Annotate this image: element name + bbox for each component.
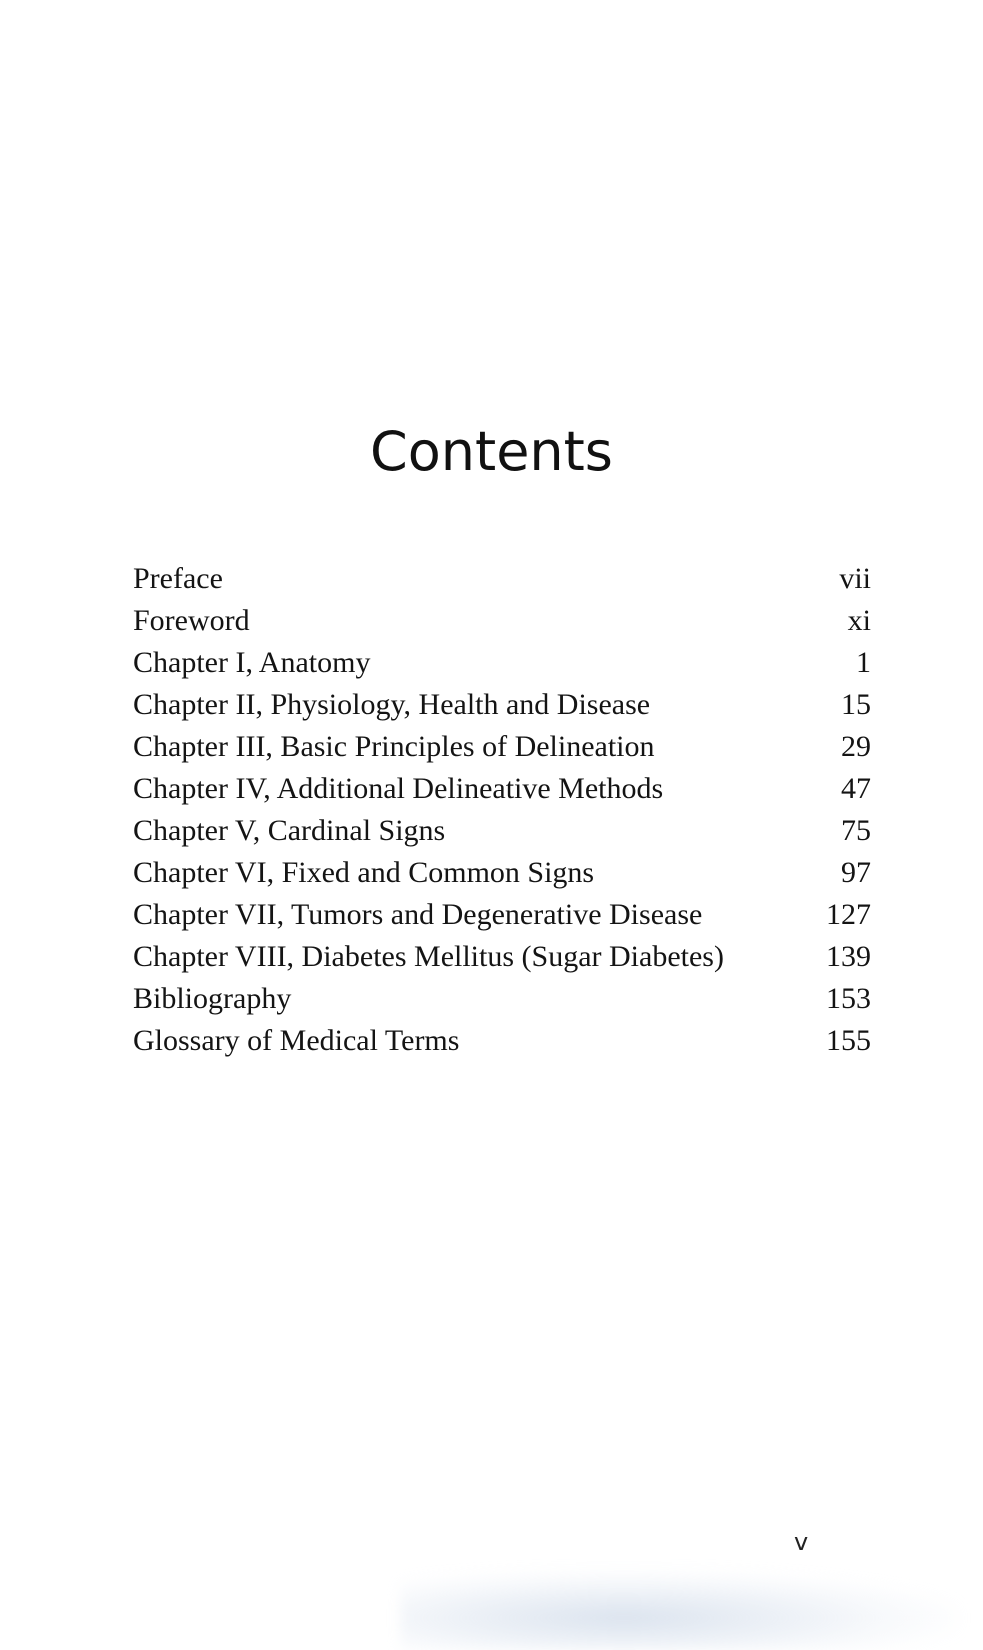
- toc-entry-label: Chapter VI, Fixed and Common Signs: [133, 856, 595, 889]
- toc-entry-label: Chapter IV, Additional Delineative Methods: [133, 772, 664, 805]
- table-of-contents: [133, 558, 871, 1062]
- toc-entry-page: 97: [841, 856, 871, 889]
- toc-entry-label: Chapter VIII, Diabetes Mellitus (Sugar Diabetes): [133, 940, 724, 973]
- toc-entry-page: vii: [839, 562, 871, 595]
- toc-entry-page: 139: [826, 940, 871, 973]
- toc-entry-bibliography: [133, 978, 871, 1020]
- toc-entry-page: 47: [841, 772, 871, 805]
- toc-entry-label: Chapter II, Physiology, Health and Disease: [133, 688, 651, 721]
- toc-entry-page: 15: [841, 688, 871, 721]
- toc-entry-page: 153: [826, 982, 871, 1015]
- toc-entry-chapter-6: [133, 852, 871, 894]
- toc-entry-chapter-1: [133, 642, 871, 684]
- toc-entry-label: Foreword: [133, 604, 250, 637]
- page-number: v: [794, 1528, 809, 1556]
- toc-entry-page: 75: [841, 814, 871, 847]
- toc-entry-page: 1: [856, 646, 871, 679]
- toc-entry-chapter-7: [133, 894, 871, 936]
- toc-entry-foreword: [133, 600, 871, 642]
- toc-entry-preface: [133, 558, 871, 600]
- toc-entry-label: Bibliography: [133, 982, 292, 1015]
- toc-entry-chapter-5: [133, 810, 871, 852]
- toc-entry-label: Glossary of Medical Terms: [133, 1024, 460, 1057]
- toc-entry-label: Chapter III, Basic Principles of Delineation: [133, 730, 655, 763]
- toc-entry-label: Chapter VII, Tumors and Degenerative Disease: [133, 898, 703, 931]
- toc-entry-chapter-4: [133, 768, 871, 810]
- toc-entry-glossary: [133, 1020, 871, 1062]
- toc-entry-label: Chapter I, Anatomy: [133, 646, 371, 679]
- toc-entry-chapter-2: [133, 684, 871, 726]
- toc-entry-page: 127: [826, 898, 871, 931]
- toc-entry-page: xi: [847, 604, 871, 637]
- toc-entry-chapter-8: [133, 936, 871, 978]
- scan-smudge: [400, 1570, 960, 1650]
- toc-entry-label: Chapter V, Cardinal Signs: [133, 814, 446, 847]
- toc-entry-page: 155: [826, 1024, 871, 1057]
- toc-entry-chapter-3: [133, 726, 871, 768]
- toc-entry-page: 29: [841, 730, 871, 763]
- toc-entry-label: Preface: [133, 562, 223, 595]
- page-title: Contents: [370, 420, 613, 483]
